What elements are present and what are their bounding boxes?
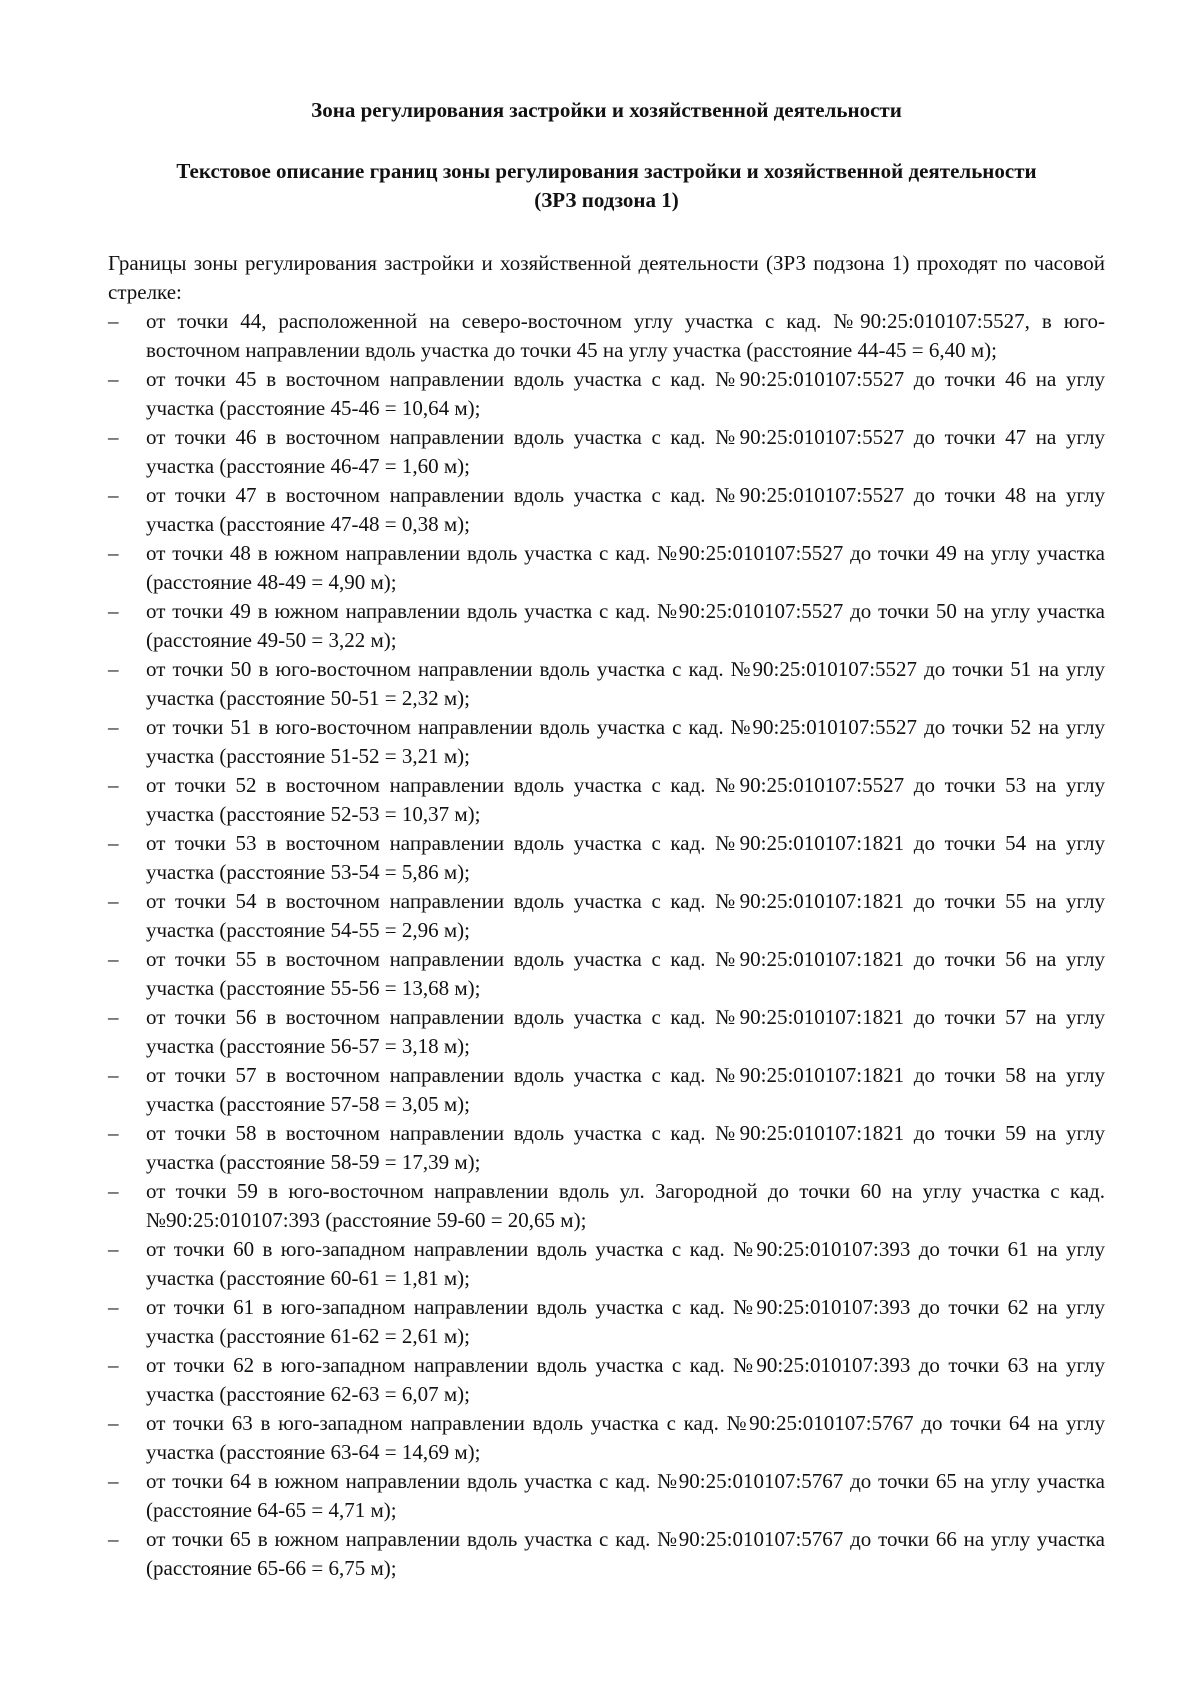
boundary-list-item	[108, 597, 1105, 655]
boundary-item-text: от точки 57 в восточном направлении вдоль участка с кад. №90:25:010107:1821 до точки 58 на углу участка (расстояние 57-58 = 3,05 м);	[146, 1063, 1105, 1116]
boundary-item-text: от точки 45 в восточном направлении вдоль участка с кад. №90:25:010107:5527 до точки 46 на углу участка (расстояние 45-46 = 10,64 м);	[146, 367, 1105, 420]
boundary-list	[108, 307, 1105, 1583]
list-dash: –	[108, 425, 119, 449]
boundary-list-item	[108, 1351, 1105, 1409]
intro-paragraph: Границы зоны регулирования застройки и хозяйственной деятельности (ЗРЗ подзона 1) проходят по часовой стрелке:	[108, 251, 1105, 304]
list-dash: –	[108, 715, 119, 739]
boundary-list-item	[108, 365, 1105, 423]
boundary-item-text: от точки 48 в южном направлении вдоль участка с кад. №90:25:010107:5527 до точки 49 на углу участка (расстояние 48-49 = 4,90 м);	[146, 541, 1105, 594]
boundary-item-text: от точки 51 в юго-восточном направлении вдоль участка с кад. №90:25:010107:5527 до точки 52 на углу участка (расстояние 51-52 = 3,21 м);	[146, 715, 1105, 768]
boundary-item-text: от точки 60 в юго-западном направлении вдоль участка с кад. №90:25:010107:393 до точки 61 на углу участка (расстояние 60-61 = 1,81 м);	[146, 1237, 1105, 1290]
list-dash: –	[108, 309, 119, 333]
boundary-item-text: от точки 44, расположенной на северо-восточном углу участка с кад. №90:25:010107:5527, в юго-восточном направлении вдоль участка до точки 45 на углу участка (расстояние 44-45 = 6,40 м);	[146, 309, 1105, 362]
boundary-list-item	[108, 1525, 1105, 1583]
boundary-list-item	[108, 887, 1105, 945]
boundary-list-item	[108, 1003, 1105, 1061]
boundary-list-item	[108, 655, 1105, 713]
boundary-item-text: от точки 53 в восточном направлении вдоль участка с кад. №90:25:010107:1821 до точки 54 на углу участка (расстояние 53-54 = 5,86 м);	[146, 831, 1105, 884]
boundary-list-item	[108, 945, 1105, 1003]
boundary-item-text: от точки 62 в юго-западном направлении вдоль участка с кад. №90:25:010107:393 до точки 63 на углу участка (расстояние 62-63 = 6,07 м);	[146, 1353, 1105, 1406]
list-dash: –	[108, 1469, 119, 1493]
boundary-list-item	[108, 423, 1105, 481]
boundary-list-item	[108, 307, 1105, 365]
boundary-list-item	[108, 1235, 1105, 1293]
boundary-list-item	[108, 1409, 1105, 1467]
document-title: Зона регулирования застройки и хозяйственной деятельности	[311, 98, 902, 122]
boundary-list-item	[108, 539, 1105, 597]
boundary-item-text: от точки 56 в восточном направлении вдоль участка с кад. №90:25:010107:1821 до точки 57 на углу участка (расстояние 56-57 = 3,18 м);	[146, 1005, 1105, 1058]
boundary-list-item	[108, 481, 1105, 539]
boundary-list-item	[108, 1177, 1105, 1235]
list-dash: –	[108, 1063, 119, 1087]
boundary-item-text: от точки 49 в южном направлении вдоль участка с кад. №90:25:010107:5527 до точки 50 на углу участка (расстояние 49-50 = 3,22 м);	[146, 599, 1105, 652]
document-subtitle: Текстовое описание границ зоны регулирования застройки и хозяйственной деятельности (ЗРЗ подзона 1)	[176, 159, 1037, 212]
boundary-item-text: от точки 54 в восточном направлении вдоль участка с кад. №90:25:010107:1821 до точки 55 на углу участка (расстояние 54-55 = 2,96 м);	[146, 889, 1105, 942]
boundary-item-text: от точки 50 в юго-восточном направлении вдоль участка с кад. №90:25:010107:5527 до точки 51 на углу участка (расстояние 50-51 = 2,32 м);	[146, 657, 1105, 710]
boundary-item-text: от точки 63 в юго-западном направлении вдоль участка с кад. №90:25:010107:5767 до точки 64 на углу участка (расстояние 63-64 = 14,69 м);	[146, 1411, 1105, 1464]
boundary-list-item	[108, 713, 1105, 771]
boundary-list-item	[108, 829, 1105, 887]
boundary-list-item	[108, 1467, 1105, 1525]
boundary-item-text: от точки 58 в восточном направлении вдоль участка с кад. №90:25:010107:1821 до точки 59 на углу участка (расстояние 58-59 = 17,39 м);	[146, 1121, 1105, 1174]
boundary-item-text: от точки 59 в юго-восточном направлении вдоль ул. Загородной до точки 60 на углу участка с кад. №90:25:010107:393 (расстояние 59-60 = 20,65 м);	[146, 1179, 1105, 1232]
boundary-item-text: от точки 61 в юго-западном направлении вдоль участка с кад. №90:25:010107:393 до точки 62 на углу участка (расстояние 61-62 = 2,61 м);	[146, 1295, 1105, 1348]
boundary-item-text: от точки 46 в восточном направлении вдоль участка с кад. №90:25:010107:5527 до точки 47 на углу участка (расстояние 46-47 = 1,60 м);	[146, 425, 1105, 478]
list-dash: –	[108, 773, 119, 797]
boundary-list-item	[108, 1119, 1105, 1177]
boundary-list-item	[108, 771, 1105, 829]
boundary-item-text: от точки 52 в восточном направлении вдоль участка с кад. №90:25:010107:5527 до точки 53 на углу участка (расстояние 52-53 = 10,37 м);	[146, 773, 1105, 826]
list-dash: –	[108, 657, 119, 681]
boundary-list-item	[108, 1061, 1105, 1119]
list-dash: –	[108, 1005, 119, 1029]
boundary-item-text: от точки 47 в восточном направлении вдоль участка с кад. №90:25:010107:5527 до точки 48 на углу участка (расстояние 47-48 = 0,38 м);	[146, 483, 1105, 536]
list-dash: –	[108, 599, 119, 623]
list-dash: –	[108, 1353, 119, 1377]
list-dash: –	[108, 947, 119, 971]
list-dash: –	[108, 483, 119, 507]
list-dash: –	[108, 831, 119, 855]
list-dash: –	[108, 1179, 119, 1203]
boundary-list-item	[108, 1293, 1105, 1351]
list-dash: –	[108, 1411, 119, 1435]
list-dash: –	[108, 1295, 119, 1319]
list-dash: –	[108, 1237, 119, 1261]
list-dash: –	[108, 367, 119, 391]
list-dash: –	[108, 1527, 119, 1551]
list-dash: –	[108, 889, 119, 913]
boundary-item-text: от точки 55 в восточном направлении вдоль участка с кад. №90:25:010107:1821 до точки 56 на углу участка (расстояние 55-56 = 13,68 м);	[146, 947, 1105, 1000]
list-dash: –	[108, 1121, 119, 1145]
list-dash: –	[108, 541, 119, 565]
boundary-item-text: от точки 64 в южном направлении вдоль участка с кад. №90:25:010107:5767 до точки 65 на углу участка (расстояние 64-65 = 4,71 м);	[146, 1469, 1105, 1522]
boundary-item-text: от точки 65 в южном направлении вдоль участка с кад. №90:25:010107:5767 до точки 66 на углу участка (расстояние 65-66 = 6,75 м);	[146, 1527, 1105, 1580]
